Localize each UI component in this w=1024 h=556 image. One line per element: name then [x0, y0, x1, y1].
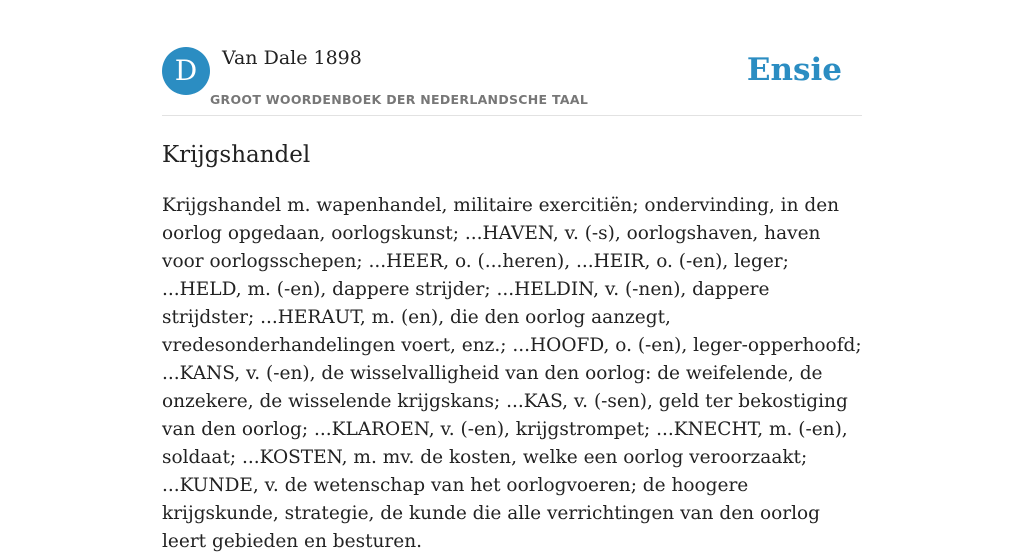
- ensie-logo[interactable]: Ensie: [746, 52, 842, 88]
- dictionary-name-link[interactable]: Van Dale 1898: [222, 47, 362, 69]
- header-divider: [162, 115, 862, 116]
- entry-title: Krijgshandel: [162, 142, 311, 168]
- dictionary-subtitle: GROOT WOORDENBOEK DER NEDERLANDSCHE TAAL: [210, 92, 589, 107]
- dictionary-avatar[interactable]: D: [162, 47, 210, 95]
- dictionary-header: [162, 46, 862, 116]
- entry-definition: Krijgshandel m. wapenhandel, militaire exercitiën; ondervinding, in den oorlog opgedaan, oorlogskunst; ...HAVEN, v. (-s), oorlogshaven, haven voor oorlogsschepen; ...HEER, o. (...heren), ...HEIR, o. (-en), leger; ...HELD, m. (-en), dappere strijder; ...HELDIN, v. (-nen), dappere strijdster; ...HERAUT, m. (en), die den oorlog aanzegt, vredesonderhandelingen voert, enz.; ...HOOFD, o. (-en), leger-opperhoofd; ...KANS, v. (-en), de wisselvalligheid van den oorlog: de weifelende, de onzekere, de wisselende krijgskans; ...KAS, v. (-sen), geld ter bekostiging van den oorlog; ...KLAROEN, v. (-en), krijgstrompet; ...KNECHT, m. (-en), soldaat; ...KOSTEN, m. mv. de kosten, welke een oorlog veroorzaakt; ...KUNDE, v. de wetenschap van het oorlogvoeren; de hoogere krijgskunde, strategie, de kunde die alle verrichtingen van den oorlog leert gebieden en besturen.: [162, 195, 862, 552]
